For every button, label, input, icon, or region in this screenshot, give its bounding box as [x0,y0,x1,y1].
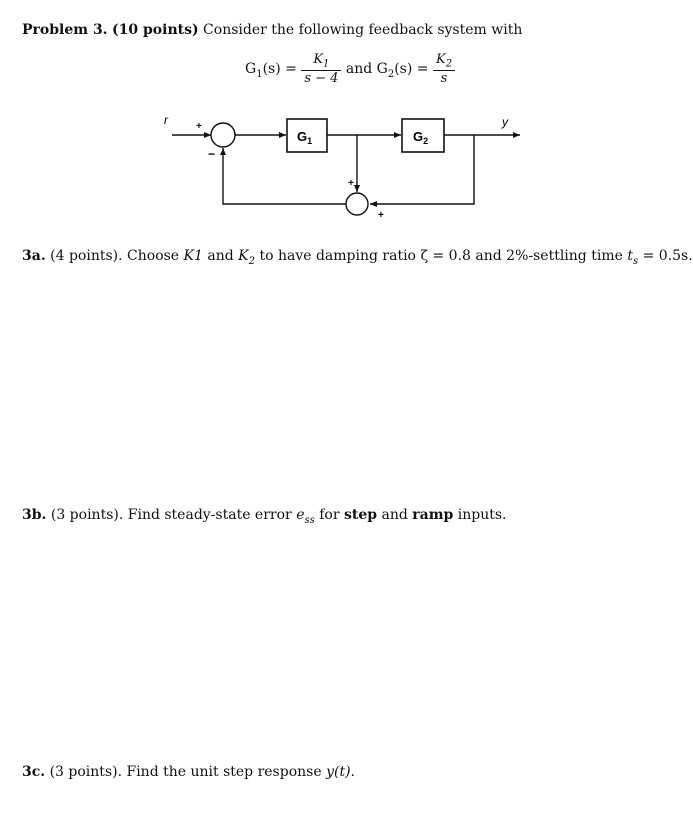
sum1-minus-sign: − [208,147,216,161]
g2-label: $G_2(s)$ = [376,60,429,80]
summing-junction-1 [211,123,235,147]
part-c [22,764,355,780]
part-a-points: (4 points). [50,248,123,264]
part-b-ess: $e_{ss}$ [296,507,315,526]
and-word: and [345,60,373,77]
feedback-to-sum1-line [223,148,346,204]
part-c-period: . [350,764,355,780]
part-c-yt: y(t) [326,764,351,780]
part-b-inputs: inputs. [457,507,507,523]
part-b-for: for [319,507,340,523]
part-b-and: and [381,507,408,523]
part-a-text: Choose [127,248,180,264]
part-a-ts: $t_s$ [627,248,639,267]
part-a-settling: and 2%-settling time [475,248,623,264]
sum2-plus-right-sign: + [378,210,384,221]
g1-block-label: $G_1$ [297,129,313,146]
part-a-zeta: ζ = 0.8 [420,248,471,264]
part-b-step: step [343,507,378,523]
problem-points: (10 points) [112,22,199,38]
g1-label: $G_1(s)$ = [245,60,297,80]
problem-heading [22,22,522,38]
part-b-text: Find steady-state error [127,507,292,523]
problem-intro: Consider the following feedback system with [203,22,523,38]
part-b [22,507,507,526]
sum1-plus-sign: + [196,121,202,132]
part-c-points: (3 points). [49,764,123,780]
part-a-k1: K1 [183,248,203,264]
part-a-and: and [207,248,234,264]
part-a-k2: $K_2$ [238,248,255,267]
output-label: y [502,115,508,129]
part-a-ts-value: = 0.5s. [642,248,693,264]
transfer-functions [245,52,455,86]
part-a [22,248,693,267]
part-a-label: 3a. [22,248,46,264]
input-label: r [164,113,168,127]
part-b-label: 3b. [22,507,47,523]
part-b-points: (3 points). [50,507,124,523]
part-a-text-mid: to have damping ratio [259,248,416,264]
g1-fraction: $\frac{K_1}{s - 4}$ [301,52,341,86]
part-c-text: Find the unit step response [126,764,322,780]
sum2-plus-top-sign: + [348,178,354,189]
part-c-label: 3c. [22,764,46,780]
problem-number: Problem 3. [22,22,108,38]
part-b-ramp: ramp [412,507,454,523]
summing-junction-2 [346,193,368,215]
block-diagram [160,110,530,220]
g2-block-label: $G_2$ [413,129,429,146]
g2-fraction: $\frac{K_2}{s}$ [433,52,455,86]
